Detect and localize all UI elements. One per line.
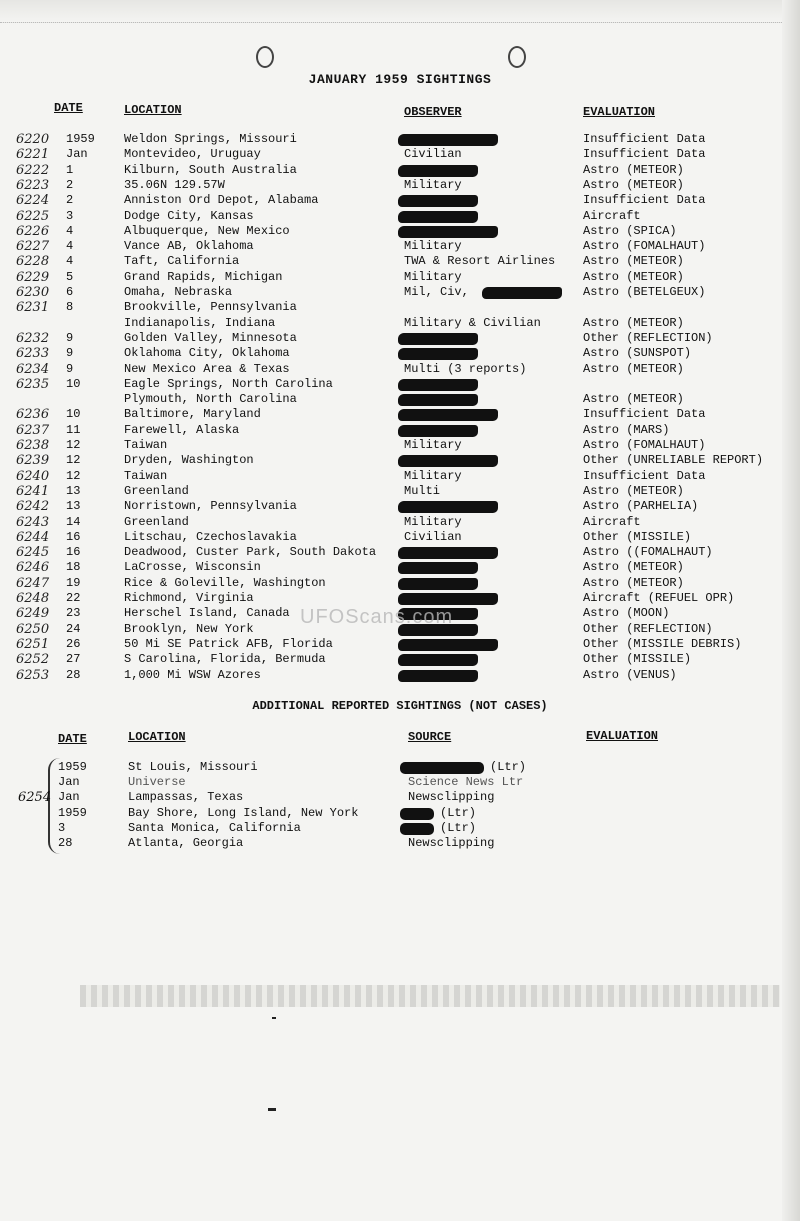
additional-title: ADDITIONAL REPORTED SIGHTINGS (NOT CASES): [252, 699, 548, 713]
additional-location-cell: Universe: [128, 775, 186, 790]
table-row: [0, 423, 800, 438]
table-row: [0, 377, 800, 392]
evaluation-cell: Insufficient Data: [583, 407, 706, 422]
additional-header-location: LOCATION: [128, 730, 186, 744]
location-cell: New Mexico Area & Texas: [124, 361, 290, 376]
case-number: 6243: [16, 514, 50, 530]
location-cell: Vance AB, Oklahoma: [124, 239, 254, 254]
case-number: 6237: [16, 422, 50, 438]
location-cell: Norristown, Pennsylvania: [124, 499, 297, 514]
location-cell: LaCrosse, Wisconsin: [124, 560, 261, 575]
case-number: 6250: [16, 621, 50, 637]
table-row: [0, 484, 800, 499]
case-number: 6231: [16, 300, 50, 316]
table-row: [0, 300, 800, 315]
redaction-mark: [398, 394, 478, 406]
table-row: [0, 147, 800, 162]
location-cell: Weldon Springs, Missouri: [124, 132, 297, 146]
table-row: [0, 163, 800, 178]
location-cell: Anniston Ord Depot, Alabama: [124, 193, 319, 208]
additional-location-cell: Atlanta, Georgia: [128, 836, 244, 850]
scan-artifact-bar: [80, 985, 780, 1007]
redaction-mark: [398, 165, 478, 177]
additional-row: [0, 806, 800, 821]
date-cell: 9: [66, 346, 74, 361]
redaction-mark: [398, 562, 478, 574]
watermark: UFOScans.com: [300, 606, 454, 628]
evaluation-cell: Astro (METEOR): [583, 315, 684, 330]
case-number: 6229: [16, 269, 50, 285]
case-number: 6252: [16, 652, 50, 668]
binder-hole-right: [508, 46, 526, 68]
additional-date-cell: 28: [58, 836, 73, 850]
evaluation-cell: Insufficient Data: [583, 132, 706, 146]
location-cell: Golden Valley, Minnesota: [124, 330, 297, 345]
date-cell: 18: [66, 560, 81, 575]
redaction-mark: [398, 670, 478, 682]
header-location: LOCATION: [124, 103, 182, 117]
case-number: 6245: [16, 545, 50, 561]
date-cell: 1959: [66, 132, 95, 146]
redaction-mark: [398, 379, 478, 391]
case-number: 6228: [16, 254, 50, 270]
additional-row: [0, 836, 800, 851]
case-number: 6233: [16, 346, 50, 362]
additional-source-cell: Newsclipping: [408, 790, 495, 805]
additional-row: [0, 821, 800, 836]
binder-hole-left: [256, 46, 274, 68]
location-cell: Deadwood, Custer Park, South Dakota: [124, 545, 377, 560]
observer-cell: Multi (3 reports): [404, 361, 527, 376]
evaluation-cell: Astro (METEOR): [583, 177, 684, 192]
evaluation-cell: Other (REFLECTION): [583, 621, 713, 636]
case-number: 6224: [16, 193, 50, 209]
location-cell: Grand Rapids, Michigan: [124, 269, 283, 284]
additional-header-evaluation: EVALUATION: [586, 729, 659, 743]
table-row: [0, 576, 800, 591]
case-number: 6251: [16, 636, 50, 652]
redaction-mark: [398, 134, 498, 146]
case-number: 6222: [16, 162, 50, 178]
evaluation-cell: Other (REFLECTION): [583, 330, 713, 345]
evaluation-cell: Astro (METEOR): [583, 575, 684, 590]
date-cell: 11: [66, 422, 81, 437]
table-row: [0, 193, 800, 208]
additional-source-cell: (Ltr): [490, 760, 527, 774]
evaluation-cell: Other (UNRELIABLE REPORT): [583, 453, 764, 468]
location-cell: Montevideo, Uruguay: [124, 147, 261, 162]
case-number: 6241: [16, 483, 50, 499]
evaluation-cell: Astro (METEOR): [583, 392, 684, 407]
location-cell: Brookville, Pennsylvania: [124, 300, 297, 315]
header-evaluation: EVALUATION: [583, 105, 656, 119]
observer-cell: Military: [404, 468, 462, 483]
evaluation-cell: Aircraft (REFUEL OPR): [583, 591, 735, 605]
observer-cell: Military: [404, 438, 462, 452]
date-cell: 9: [66, 361, 74, 376]
redaction-mark: [400, 808, 434, 820]
location-cell: Oklahoma City, Oklahoma: [124, 346, 290, 361]
evaluation-cell: Astro (FOMALHAUT): [583, 438, 706, 452]
evaluation-cell: Astro (METEOR): [583, 269, 684, 284]
date-cell: 10: [66, 407, 81, 422]
additional-source-cell: (Ltr): [440, 805, 477, 820]
table-row: [0, 178, 800, 193]
location-cell: Eagle Springs, North Carolina: [124, 376, 333, 391]
evaluation-cell: Insufficient Data: [583, 468, 706, 483]
date-cell: 22: [66, 591, 81, 605]
case-number: 6240: [16, 468, 50, 484]
table-row: [0, 407, 800, 422]
date-cell: 14: [66, 514, 81, 529]
observer-cell: Military & Civilian: [404, 315, 541, 330]
date-cell: 23: [66, 606, 81, 621]
table-row: [0, 637, 800, 652]
additional-row: [0, 790, 800, 805]
case-number: 6235: [16, 376, 50, 392]
date-cell: 16: [66, 545, 81, 560]
location-cell: Herschel Island, Canada: [124, 606, 290, 621]
redaction-mark: [398, 547, 498, 559]
location-cell: 35.06N 129.57W: [124, 177, 225, 192]
additional-date-cell: Jan: [58, 790, 80, 805]
date-cell: 6: [66, 285, 74, 299]
location-cell: Dodge City, Kansas: [124, 208, 254, 223]
date-cell: 1: [66, 162, 74, 177]
case-number: 6242: [16, 499, 50, 515]
date-cell: 16: [66, 529, 81, 544]
location-cell: Richmond, Virginia: [124, 591, 254, 605]
additional-row: [0, 775, 800, 790]
table-row: [0, 239, 800, 254]
case-number: 6226: [16, 223, 50, 239]
evaluation-cell: Astro (METEOR): [583, 560, 684, 575]
location-cell: Albuquerque, New Mexico: [124, 223, 290, 238]
evaluation-cell: Astro (VENUS): [583, 667, 677, 682]
case-number: 6223: [16, 177, 50, 193]
redaction-mark: [398, 639, 498, 651]
redaction-mark: [398, 578, 478, 590]
observer-cell: Military: [404, 514, 462, 529]
case-number: 6230: [16, 285, 50, 300]
location-cell: Brooklyn, New York: [124, 621, 254, 636]
redaction-mark: [398, 348, 478, 360]
observer-cell: Military: [404, 177, 462, 192]
redaction-mark: [398, 195, 478, 207]
location-cell: Taiwan: [124, 438, 168, 452]
date-cell: 9: [66, 330, 74, 345]
evaluation-cell: Astro (SPICA): [583, 223, 677, 238]
evaluation-cell: Other (MISSILE): [583, 652, 692, 667]
observer-cell: Military: [404, 269, 462, 284]
date-cell: 2: [66, 177, 74, 192]
redaction-mark: [398, 226, 498, 238]
date-cell: 19: [66, 575, 81, 590]
redaction-mark: [398, 501, 498, 513]
additional-source-cell: Newsclipping: [408, 836, 495, 850]
evaluation-cell: Other (MISSILE): [583, 529, 692, 544]
table-row: [0, 560, 800, 575]
scan-edge-top: [0, 0, 800, 23]
table-row: [0, 469, 800, 484]
evaluation-cell: Other (MISSILE DEBRIS): [583, 636, 742, 651]
table-row: [0, 224, 800, 239]
table-row: [0, 285, 800, 300]
additional-date-cell: 1959: [58, 760, 87, 774]
date-cell: Jan: [66, 147, 88, 162]
case-number: 6244: [16, 529, 50, 545]
additional-location-cell: Bay Shore, Long Island, New York: [128, 805, 359, 820]
evaluation-cell: Astro (MARS): [583, 422, 670, 437]
scan-speck: [272, 1017, 276, 1019]
location-cell: Baltimore, Maryland: [124, 407, 261, 422]
date-cell: 4: [66, 239, 74, 254]
location-cell: Taiwan: [124, 468, 168, 483]
case-number: 6238: [16, 438, 50, 453]
evaluation-cell: Astro (SUNSPOT): [583, 346, 692, 361]
location-cell: Farewell, Alaska: [124, 422, 240, 437]
case-number: 6246: [16, 560, 50, 576]
observer-cell: Mil, Civ,: [404, 285, 469, 299]
additional-case-number: 6254: [18, 790, 52, 805]
redaction-mark: [398, 211, 478, 223]
table-row: [0, 652, 800, 667]
case-number: 6234: [16, 361, 50, 377]
additional-source-cell: (Ltr): [440, 820, 477, 835]
observer-cell: Civilian: [404, 529, 462, 544]
evaluation-cell: Aircraft: [583, 514, 641, 529]
case-number: 6236: [16, 407, 50, 423]
location-cell: Indianapolis, Indiana: [124, 315, 276, 330]
location-cell: Greenland: [124, 514, 189, 529]
table-row: [0, 515, 800, 530]
header-observer: OBSERVER: [404, 105, 462, 119]
table-row: [0, 254, 800, 269]
observer-cell: Military: [404, 239, 462, 254]
evaluation-cell: Astro (BETELGEUX): [583, 285, 706, 299]
location-cell: Greenland: [124, 483, 189, 498]
date-cell: 13: [66, 483, 81, 498]
table-row: [0, 499, 800, 514]
location-cell: Taft, California: [124, 254, 240, 269]
evaluation-cell: Astro (METEOR): [583, 162, 684, 177]
table-row: [0, 591, 800, 606]
date-cell: 27: [66, 652, 81, 667]
location-cell: 50 Mi SE Patrick AFB, Florida: [124, 636, 333, 651]
evaluation-cell: Astro (PARHELIA): [583, 499, 699, 514]
table-row: [0, 438, 800, 453]
header-date: DATE: [54, 101, 83, 115]
case-number: 6239: [16, 453, 50, 469]
additional-date-cell: 3: [58, 820, 66, 835]
additional-location-cell: Santa Monica, California: [128, 820, 301, 835]
case-number: 6232: [16, 330, 50, 346]
date-cell: 26: [66, 636, 81, 651]
redaction-mark: [398, 593, 498, 605]
redaction-mark: [400, 762, 484, 774]
date-cell: 3: [66, 208, 74, 223]
additional-date-cell: Jan: [58, 775, 80, 790]
location-cell: 1,000 Mi WSW Azores: [124, 667, 261, 682]
evaluation-cell: Insufficient Data: [583, 193, 706, 208]
case-number: 6253: [16, 667, 50, 683]
redaction-mark: [400, 823, 434, 835]
date-cell: 4: [66, 223, 74, 238]
evaluation-cell: Astro ((FOMALHAUT): [583, 545, 713, 560]
table-row: [0, 392, 800, 407]
date-cell: 2: [66, 193, 74, 208]
redaction-mark: [398, 333, 478, 345]
case-number: 6221: [16, 147, 50, 163]
date-cell: 10: [66, 376, 81, 391]
observer-cell: TWA & Resort Airlines: [404, 254, 556, 269]
date-cell: 13: [66, 499, 81, 514]
redaction-mark: [398, 425, 478, 437]
table-row: [0, 668, 800, 683]
additional-row: [0, 760, 800, 775]
additional-source-cell: Science News Ltr: [408, 775, 524, 790]
table-row: [0, 316, 800, 331]
additional-header-date: DATE: [58, 732, 87, 746]
date-cell: 8: [66, 300, 74, 315]
evaluation-cell: Insufficient Data: [583, 147, 706, 162]
date-cell: 24: [66, 621, 81, 636]
evaluation-cell: Astro (METEOR): [583, 254, 684, 269]
additional-location-cell: St Louis, Missouri: [128, 760, 258, 774]
date-cell: 5: [66, 269, 74, 284]
date-cell: 12: [66, 468, 81, 483]
case-number: 6220: [16, 132, 50, 147]
location-cell: S Carolina, Florida, Bermuda: [124, 652, 326, 667]
location-cell: Litschau, Czechoslavakia: [124, 529, 297, 544]
table-row: [0, 530, 800, 545]
table-row: [0, 346, 800, 361]
additional-header-source: SOURCE: [408, 730, 452, 744]
date-cell: 12: [66, 453, 81, 468]
table-row: [0, 362, 800, 377]
location-cell: Rice & Goleville, Washington: [124, 575, 326, 590]
case-number: 6248: [16, 591, 50, 606]
scan-speck: [268, 1108, 276, 1111]
observer-cell: Civilian: [404, 147, 462, 162]
redaction-mark: [398, 455, 498, 467]
location-cell: Kilburn, South Australia: [124, 162, 297, 177]
table-row: [0, 545, 800, 560]
case-number: 6227: [16, 239, 50, 255]
table-row: [0, 270, 800, 285]
case-number: 6225: [16, 208, 50, 224]
redaction-mark: [482, 287, 562, 299]
evaluation-cell: Astro (MOON): [583, 606, 670, 621]
table-row: [0, 331, 800, 346]
date-cell: 28: [66, 667, 81, 682]
evaluation-cell: Aircraft: [583, 208, 641, 223]
case-number: 6247: [16, 575, 50, 591]
location-cell: Omaha, Nebraska: [124, 285, 233, 299]
date-cell: 12: [66, 438, 81, 452]
table-row: [0, 209, 800, 224]
observer-cell: Multi: [404, 483, 441, 498]
redaction-mark: [398, 654, 478, 666]
evaluation-cell: Astro (FOMALHAUT): [583, 239, 706, 254]
case-number: 6249: [16, 606, 50, 622]
date-cell: 4: [66, 254, 74, 269]
additional-date-cell: 1959: [58, 805, 87, 820]
table-row: [0, 453, 800, 468]
location-cell: Dryden, Washington: [124, 453, 254, 468]
table-row: [0, 132, 800, 147]
redaction-mark: [398, 409, 498, 421]
evaluation-cell: Astro (METEOR): [583, 361, 684, 376]
location-cell: Plymouth, North Carolina: [124, 392, 297, 407]
evaluation-cell: Astro (METEOR): [583, 483, 684, 498]
additional-location-cell: Lampassas, Texas: [128, 790, 244, 805]
document-title: JANUARY 1959 SIGHTINGS: [308, 72, 492, 87]
